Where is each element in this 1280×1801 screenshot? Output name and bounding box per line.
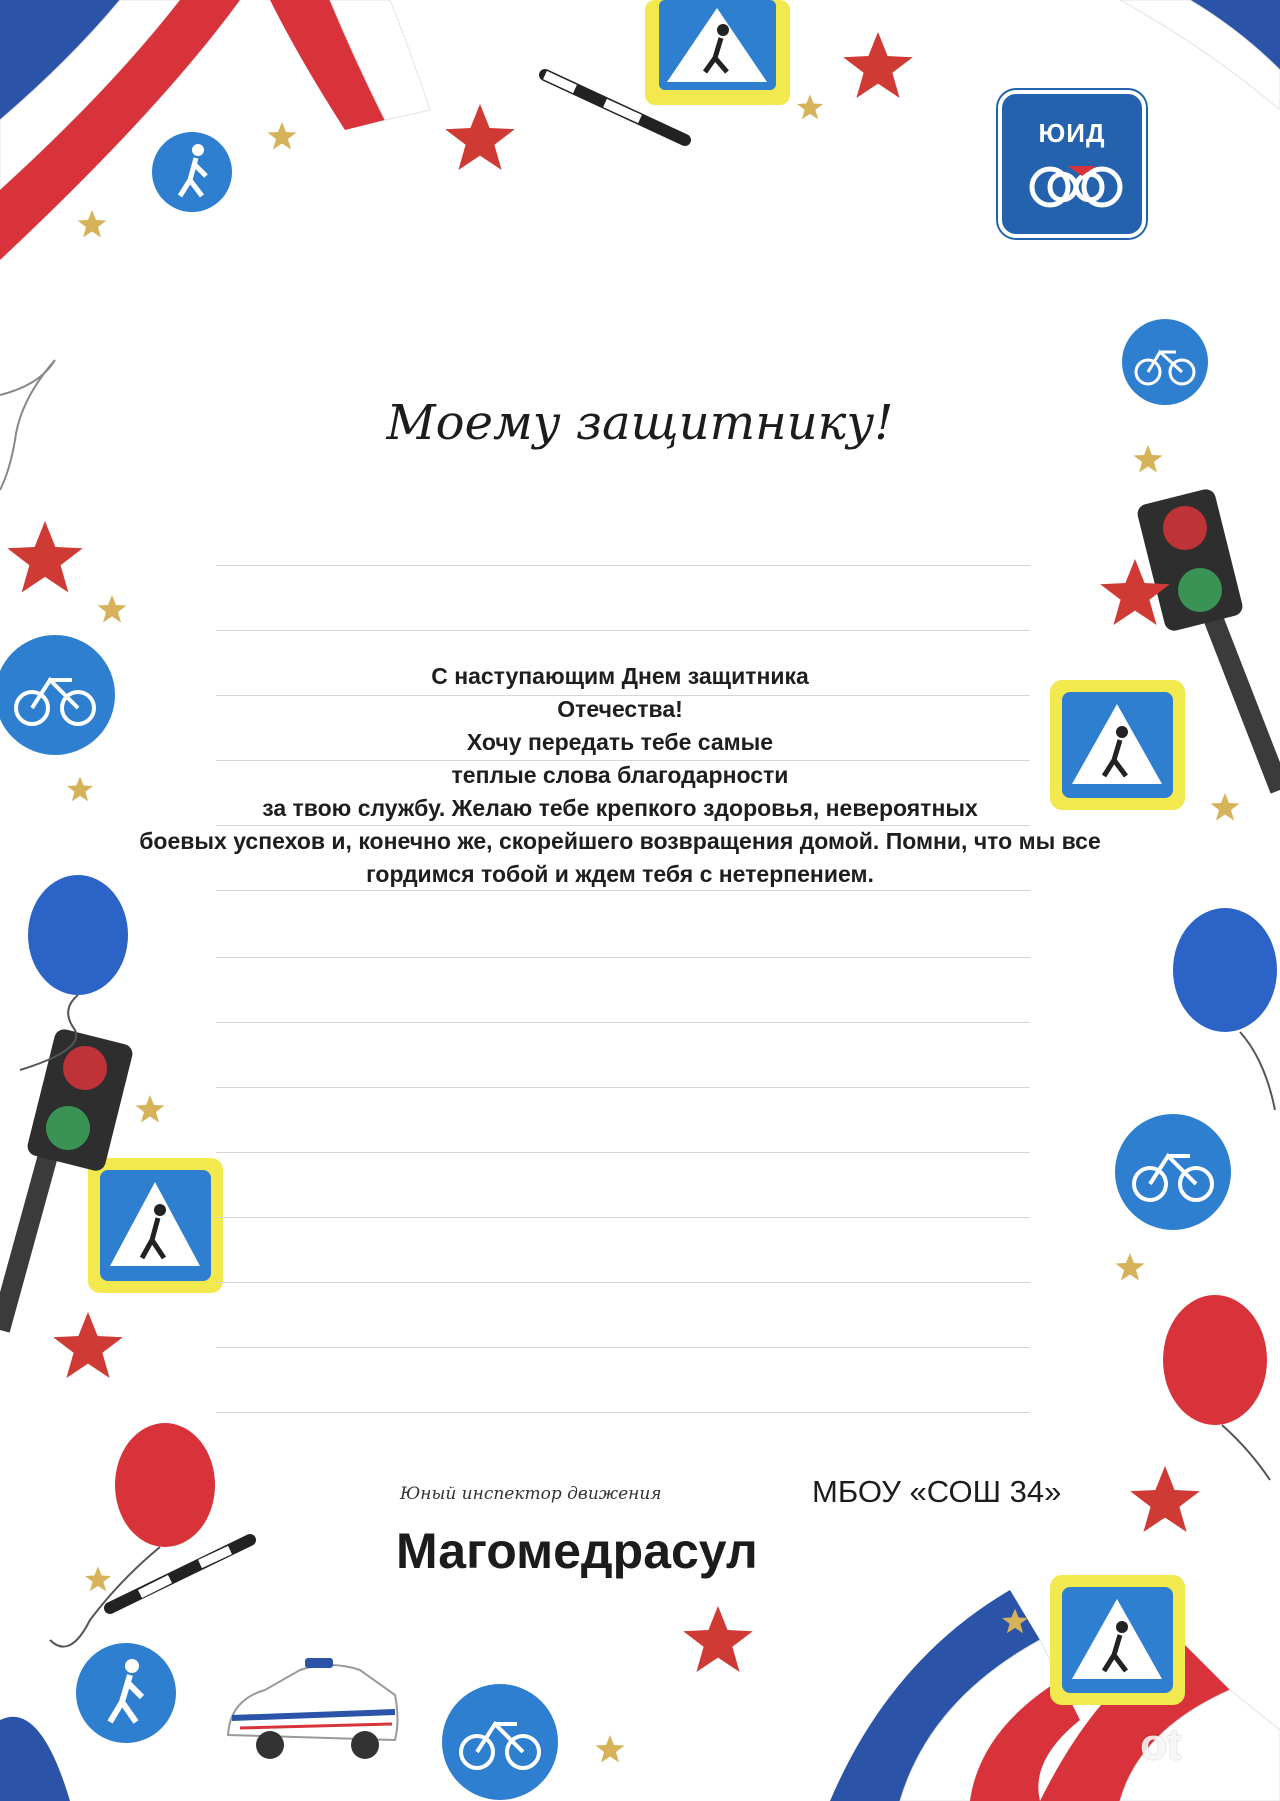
blue-balloon-icon [20, 875, 128, 1070]
greeting-line: боевых успехов и, конечно же, скорейшего возвращения домой. Помни, что мы все [139, 828, 1101, 854]
greeting-line: гордимся тобой и ждем тебя с нетерпением. [366, 861, 874, 887]
greeting-line: Хочу передать тебе самые [466, 729, 774, 755]
bicycle-sign-icon [440, 1682, 560, 1801]
footer-caption: Юный инспектор движения [400, 1484, 662, 1504]
bicycle-sign-icon [1113, 1112, 1233, 1232]
red-balloon-icon [50, 1423, 215, 1647]
page-title: Моему защитнику! [386, 395, 894, 451]
greeting-text [0, 660, 1240, 891]
pedestrian-sign-icon [150, 130, 234, 214]
ruled-line [216, 565, 1030, 566]
pedestrian-sign-icon [74, 1641, 178, 1745]
ruled-line [216, 1347, 1030, 1348]
ruled-line [216, 1152, 1030, 1153]
police-car-icon [228, 1658, 398, 1759]
school-name: МБОУ «СОШ 34» [812, 1474, 1062, 1509]
ruled-line [216, 1087, 1030, 1088]
flag-ribbon-bottom-left [0, 1717, 70, 1801]
greeting-line: Отечества! [557, 696, 683, 722]
ruled-line [216, 1282, 1030, 1283]
blue-balloon-icon [1173, 908, 1277, 1110]
balloon-string-icon [0, 360, 55, 490]
crosswalk-sign-icon [88, 1158, 223, 1293]
ruled-line [216, 1217, 1030, 1218]
greeting-line: С наступающим Днем защитника [431, 663, 809, 689]
ruled-line [216, 630, 1030, 631]
flag-ribbon-top-center [270, 0, 430, 130]
yuid-logo [998, 90, 1146, 238]
flag-ribbon-top-right [1120, 0, 1280, 110]
crosswalk-sign-icon [645, 0, 790, 105]
bicycle-sign-icon [1120, 317, 1210, 407]
author-name: Магомедрасул [396, 1523, 758, 1579]
greeting-line: за твою службу. Желаю тебе крепкого здоровья, невероятных [262, 795, 978, 821]
greeting-line: теплые слова благодарности [451, 762, 789, 788]
ruled-line [216, 1022, 1030, 1023]
logo-text: ЮИД [1038, 118, 1106, 148]
red-balloon-icon [1163, 1295, 1270, 1480]
watermark: ot [1140, 1720, 1182, 1769]
crosswalk-sign-icon [1050, 1575, 1185, 1705]
bicycle-infinity-icon [1024, 162, 1128, 212]
ruled-line [216, 1412, 1030, 1413]
gold-star-icon [67, 95, 1240, 1763]
ruled-line [216, 957, 1030, 958]
